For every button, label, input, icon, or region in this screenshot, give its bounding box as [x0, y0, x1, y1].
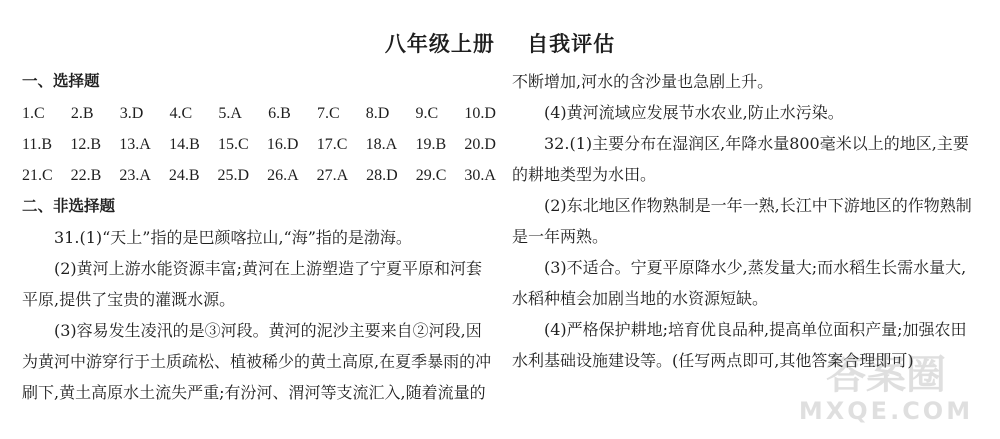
- answer-item: 24.B: [168, 167, 200, 184]
- answer-item: 18.A: [365, 136, 398, 153]
- answer-item: 11.B: [22, 136, 53, 153]
- text-line: 水利基础设施建设等。(任写两点即可,其他答案合理即可): [512, 351, 914, 370]
- text-line: 31.(1)“天上”指的是巴颜喀拉山,“海”指的是渤海。: [54, 228, 412, 247]
- watermark-url: MXQE.COM: [798, 397, 974, 425]
- site-watermark: [786, 353, 986, 433]
- watermark-logo-text: 答案圈: [826, 352, 946, 398]
- answer-row-3: [22, 160, 496, 192]
- answer-item: 2.B: [70, 105, 94, 122]
- answer-item: 12.B: [70, 136, 101, 153]
- answer-item: 27.A: [316, 167, 349, 184]
- answer-item: 29.C: [415, 167, 447, 184]
- text-line: 为黄河中游穿行于土质疏松、植被稀少的黄土高原,在夏季暴雨的冲: [22, 352, 492, 371]
- title-grade: 八年级上册: [384, 32, 495, 56]
- answer-item: 1.C: [22, 105, 45, 122]
- answer-item: 13.A: [119, 136, 151, 153]
- answer-item: 10.D: [464, 105, 496, 122]
- text-line: (4)严格保护耕地;培育优良品种,提高单位面积产量;加强农田: [544, 320, 967, 339]
- answer-row-2: [22, 129, 496, 161]
- text-line: 32.(1)主要分布在湿润区,年降水量800毫米以上的地区,主要: [544, 134, 969, 153]
- text-line: (3)不适合。宁夏平原降水少,蒸发量大;而水稻生长需水量大,: [544, 258, 967, 277]
- answer-item: 21.C: [22, 167, 53, 184]
- answer-item: 19.B: [415, 136, 447, 153]
- section-heading-nonchoice: 二、非选择题: [22, 197, 116, 215]
- page-title: [0, 28, 1000, 58]
- text-line: 的耕地类型为水田。: [512, 165, 657, 184]
- answer-item: 8.D: [365, 105, 390, 122]
- answer-item: 22.B: [70, 167, 102, 184]
- text-line: (2)黄河上游水能资源丰富;黄河在上游塑造了宁夏平原和河套: [54, 259, 483, 278]
- answer-item: 17.C: [316, 136, 348, 153]
- text-line: 刷下,黄土高原水土流失严重;有汾河、渭河等支流汇入,随着流量的: [22, 383, 486, 402]
- text-line: 水稻种植会加剧当地的水资源短缺。: [512, 289, 769, 308]
- answer-item: 30.A: [464, 167, 496, 184]
- answer-item: 23.A: [119, 167, 151, 184]
- answer-item: 7.C: [316, 105, 340, 122]
- text-line: (3)容易发生凌汛的是③河段。黄河的泥沙主要来自②河段,因: [54, 321, 482, 340]
- answer-item: 14.B: [169, 136, 200, 153]
- answer-item: 20.D: [464, 136, 496, 153]
- text-line: 平原,提供了宝贵的灌溉水源。: [22, 290, 236, 309]
- text-line: (2)东北地区作物熟制是一年一熟,长江中下游地区的作物熟制: [544, 196, 972, 215]
- answer-item: 6.B: [268, 105, 291, 122]
- title-assessment: 自我评估: [527, 32, 616, 56]
- answer-item: 3.D: [119, 105, 144, 122]
- text-line: 是一年两熟。: [512, 227, 609, 246]
- answer-item: 26.A: [267, 167, 299, 184]
- answer-item: 9.C: [415, 105, 439, 122]
- answer-row-1: [22, 98, 496, 130]
- section-heading-choice: 一、选择题: [22, 72, 100, 90]
- text-line: (4)黄河流域应发展节水农业,防止水污染。: [544, 103, 844, 122]
- answer-item: 4.C: [169, 105, 193, 122]
- answer-item: 5.A: [218, 105, 242, 122]
- answer-item: 25.D: [217, 167, 250, 184]
- answer-item: 16.D: [266, 136, 299, 153]
- text-line: 不断增加,河水的含沙量也急剧上升。: [512, 72, 774, 91]
- answer-item: 28.D: [366, 167, 398, 184]
- answer-item: 15.C: [217, 136, 249, 153]
